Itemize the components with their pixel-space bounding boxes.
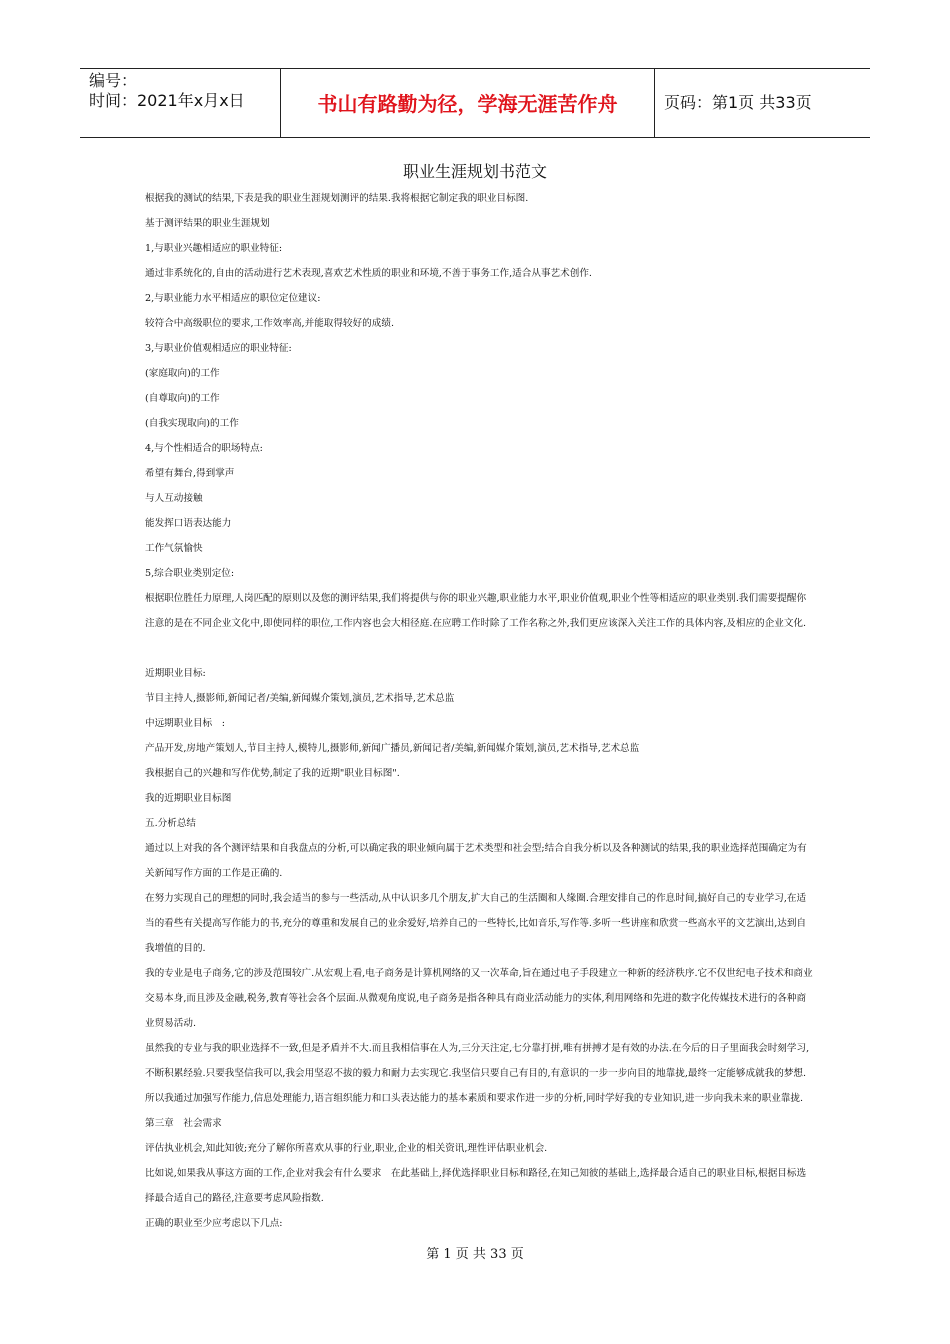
paragraph-spacer xyxy=(145,636,813,661)
body-paragraph: 我根据自己的兴趣和写作优势,制定了我的近期"职业目标图". xyxy=(145,768,400,779)
body-paragraph: 1,与职业兴趣相适应的职业特征: xyxy=(145,243,283,254)
body-paragraph: 通过以上对我的各个测评结果和自我盘点的分析,可以确定我的职业倾向属于艺术类型和社会型;结合自我分析以及各种测试的结果,我的职业选择范围确定为有关新闻写作方面的工作是正确的. xyxy=(145,843,807,879)
body-paragraph: 评估执业机会,知此知彼;充分了解你所喜欢从事的行业,职业,企业的相关资讯,理性评估职业机会. xyxy=(145,1143,548,1154)
body-paragraph: 3,与职业价值观相适应的职业特征: xyxy=(145,343,292,354)
body-paragraph: (家庭取向)的工作 xyxy=(145,368,220,379)
body-paragraph: 根据职位胜任力原理,人岗匹配的原则以及您的测评结果,我们将提供与你的职业兴趣,职业能力水平,职业价值观,职业个性等相适应的职业类别.我们需要提醒你注意的是在不同企业文化中,即使同样的职位,工作内容也会大相径庭.在应聘工作时除了工作名称之外,我们更应该深入关注工作的具体内容,及相应的企业文化. xyxy=(145,593,807,629)
body-paragraph: 虽然我的专业与我的职业选择不一致,但是矛盾并不大.而且我相信事在人为,三分天注定,七分靠打拼,唯有拼搏才是有效的办法.在今后的日子里面我会时刻学习,不断积累经验.只要我坚信我可以,我会用坚忍不拔的毅力和耐力去实现它.我坚信只要自己有目的,有意识的一步一步向目的地靠拢,最终一定能够成就我的梦想.所以我通过加强写作能力,信息处理能力,语言组织能力和口头表达能力的基本素质和要求作进一步的分析,同时学好我的专业知识,进一步向我未来的职业靠拢. xyxy=(145,1043,810,1104)
header-page-cell xyxy=(654,69,870,137)
body-paragraph: 产品开发,房地产策划人,节目主持人,模特儿,摄影师,新闻广播员,新闻记者/美编,新闻媒介策划,演员,艺术指导,艺术总监 xyxy=(145,743,640,754)
body-paragraph: 5,综合职业类别定位: xyxy=(145,568,235,579)
body-paragraph: 根据我的测试的结果,下表是我的职业生涯规划测评的结果.我将根据它制定我的职业目标图. xyxy=(145,193,529,204)
document-time-label: 时间：2021年x月x日 xyxy=(89,91,245,110)
body-paragraph: 正确的职业至少应考虑以下几点: xyxy=(145,1218,283,1229)
body-paragraph: 较符合中高级职位的要求,工作效率高,并能取得较好的成绩. xyxy=(145,318,394,329)
body-paragraph: (自我实现取向)的工作 xyxy=(145,418,239,429)
page-footer: 第 1 页 共 33 页 xyxy=(426,1247,524,1262)
document-title: 职业生涯规划书范文 xyxy=(402,162,547,181)
body-paragraph: 通过非系统化的,自由的活动进行艺术表现,喜欢艺术性质的职业和环境,不善于事务工作,适合从事艺术创作. xyxy=(145,268,592,279)
header-motto: 书山有路勤为径，学海无涯苦作舟 xyxy=(317,92,618,116)
header-page-info: 页码：第1页 共33页 xyxy=(664,93,812,112)
body-paragraph: 我的近期职业目标图 xyxy=(145,793,232,804)
body-paragraph: 第三章 社会需求 xyxy=(145,1118,222,1129)
body-paragraph: 我的专业是电子商务,它的涉及范围较广.从宏观上看,电子商务是计算机网络的又一次革命,旨在通过电子手段建立一种新的经济秩序.它不仅世纪电子技术和商业交易本身,而且涉及金融,税务,教育等社会各个层面.从微观角度说,电子商务是指各种具有商业活动能力的实体,利用网络和先进的数字化传媒技术进行的各种商业贸易活动. xyxy=(145,968,813,1029)
body-paragraph: 与人互动接触 xyxy=(145,493,203,504)
body-paragraph: 能发挥口语表达能力 xyxy=(145,518,232,529)
body-paragraph: 节目主持人,摄影师,新闻记者/美编,新闻媒介策划,演员,艺术指导,艺术总监 xyxy=(145,693,455,704)
body-paragraph: 基于测评结果的职业生涯规划 xyxy=(145,218,270,229)
document-code-label: 编号： xyxy=(89,71,138,90)
header-meta-cell xyxy=(80,69,280,137)
body-paragraph: 中远期职业目标 : xyxy=(145,718,225,729)
body-paragraph: (自尊取向)的工作 xyxy=(145,393,220,404)
body-paragraph: 在努力实现自己的理想的同时,我会适当的参与一些活动,从中认识多几个朋友,扩大自己的生活圈和人缘圈.合理安排自己的作息时间,搞好自己的专业学习,在适当的看些有关提高写作能力的书,充分的尊重和发展自己的业余爱好,培养自己的一些特长,比如音乐,写作等.多听一些讲座和欣赏一些高水平的文艺演出,达到自我增值的目的. xyxy=(145,893,807,954)
body-paragraph: 4,与个性相适合的职场特点: xyxy=(145,443,263,454)
body-paragraph: 希望有舞台,得到掌声 xyxy=(145,468,235,479)
body-paragraph: 比如说,如果我从事这方面的工作,企业对我会有什么要求 在此基础上,择优选择职业目标和路径,在知己知彼的基础上,选择最合适自己的职业目标,根据目标选择最合适自己的路径,注意要考虑风险指数. xyxy=(145,1168,807,1204)
page-header xyxy=(80,68,870,138)
body-paragraph: 近期职业目标: xyxy=(145,668,206,679)
body-paragraph: 2,与职业能力水平相适应的职位定位建议: xyxy=(145,293,321,304)
document-body xyxy=(145,186,813,1236)
header-motto-cell xyxy=(280,69,655,137)
body-paragraph: 工作气氛愉快 xyxy=(145,543,203,554)
body-paragraph: 五.分析总结 xyxy=(145,818,197,829)
